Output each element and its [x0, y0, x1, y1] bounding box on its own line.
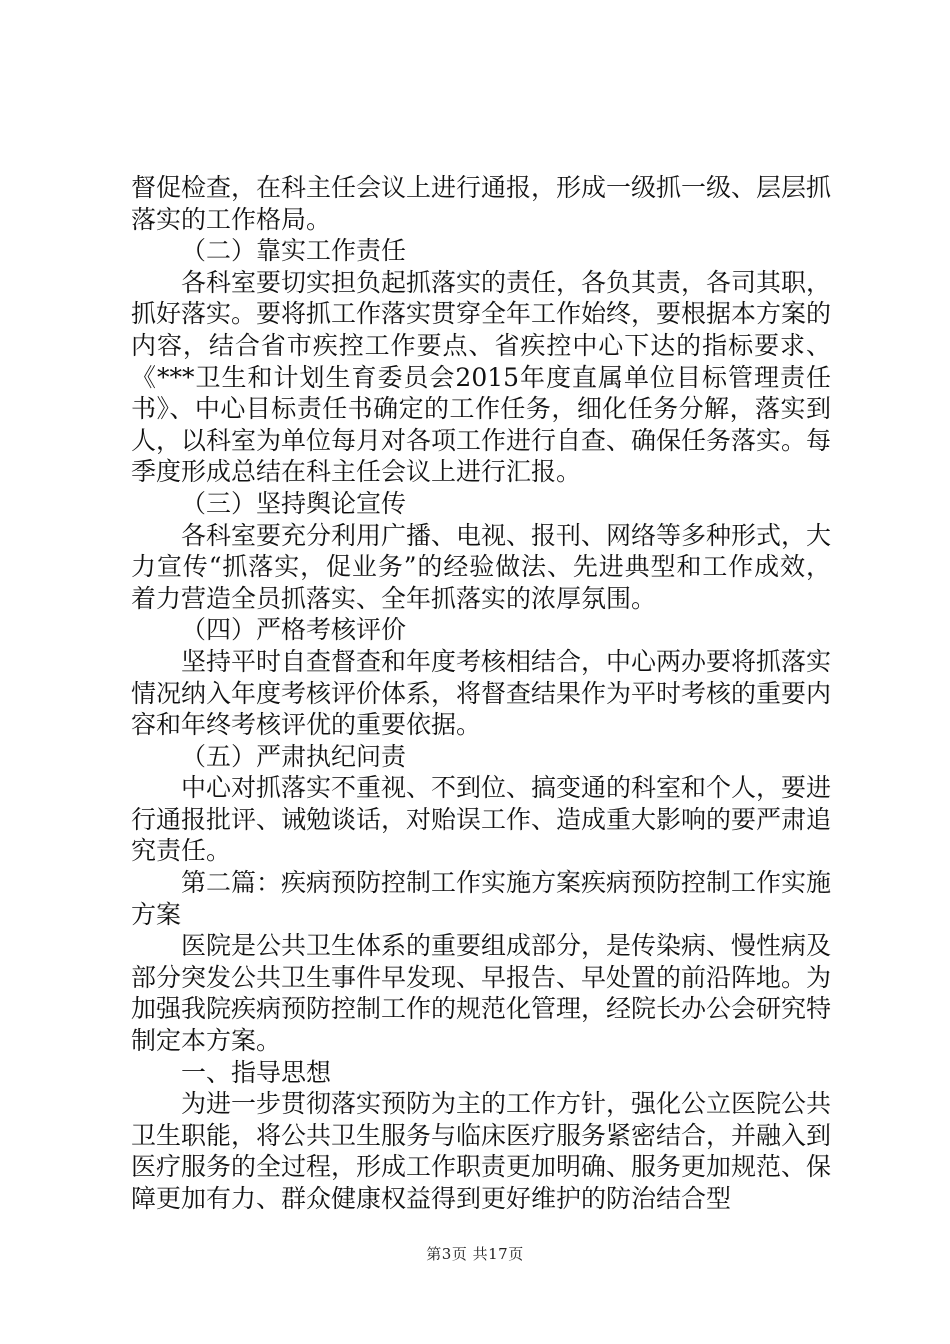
paragraph: 中心对抓落实不重视、不到位、搞变通的科室和个人，要进行通报批评、诫勉谈话，对贻误工作、造成重大影响的要严肃追究责任。	[131, 773, 832, 866]
paragraph: 为进一步贯彻落实预防为主的工作方针，强化公立医院公共卫生职能，将公共卫生服务与临床医疗服务紧密结合，并融入到医疗服务的全过程，形成工作职责更加明确、服务更加规范、保障更加有力、群众健康权益得到更好维护的防治结合型	[131, 1089, 832, 1213]
section-heading: （五）严肃执纪问责	[181, 741, 407, 771]
section-heading: （二）靠实工作责任	[181, 236, 407, 266]
page-number-footer: 第3页 共17页	[426, 1245, 524, 1263]
paragraph: 各科室要充分利用广播、电视、报刊、网络等多种形式，大力宣传“抓落实，促业务”的经验做法、先进典型和工作成效，着力营造全员抓落实、全年抓落实的浓厚氛围。	[131, 520, 832, 613]
paragraph: 督促检查，在科主任会议上进行通报，形成一级抓一级、层层抓落实的工作格局。	[131, 173, 832, 234]
section-heading: 一、指导思想	[181, 1057, 332, 1087]
paragraph: 坚持平时自查督查和年度考核相结合，中心两办要将抓落实情况纳入年度考核评价体系，将督查结果作为平时考核的重要内容和年终考核评优的重要依据。	[131, 646, 832, 740]
chapter-title: 第二篇：疾病预防控制工作实施方案疾病预防控制工作实施方案	[131, 868, 832, 929]
paragraph: 医院是公共卫生体系的重要组成部分，是传染病、慢性病及部分突发公共卫生事件早发现、早报告、早处置的前沿阵地。为加强我院疾病预防控制工作的规范化管理，经院长办公会研究特制定本方案。	[131, 931, 832, 1056]
document-body	[131, 172, 831, 1215]
section-heading: （四）严格考核评价	[181, 615, 407, 645]
paragraph: 各科室要切实担负起抓落实的责任，各负其责，各司其职，抓好落实。要将抓工作落实贯穿全年工作始终，要根据本方案的内容，结合省市疾控工作要点、省疾控中心下达的指标要求、《***卫生和计划生育委员会2015年度直属单位目标管理责任书》、中心目标责任书确定的工作任务，细化任务分解，落实到人，以科室为单位每月对各项工作进行自查、确保任务落实。每季度形成总结在科主任会议上进行汇报。	[131, 267, 832, 487]
section-heading: （三）坚持舆论宣传	[181, 488, 407, 518]
